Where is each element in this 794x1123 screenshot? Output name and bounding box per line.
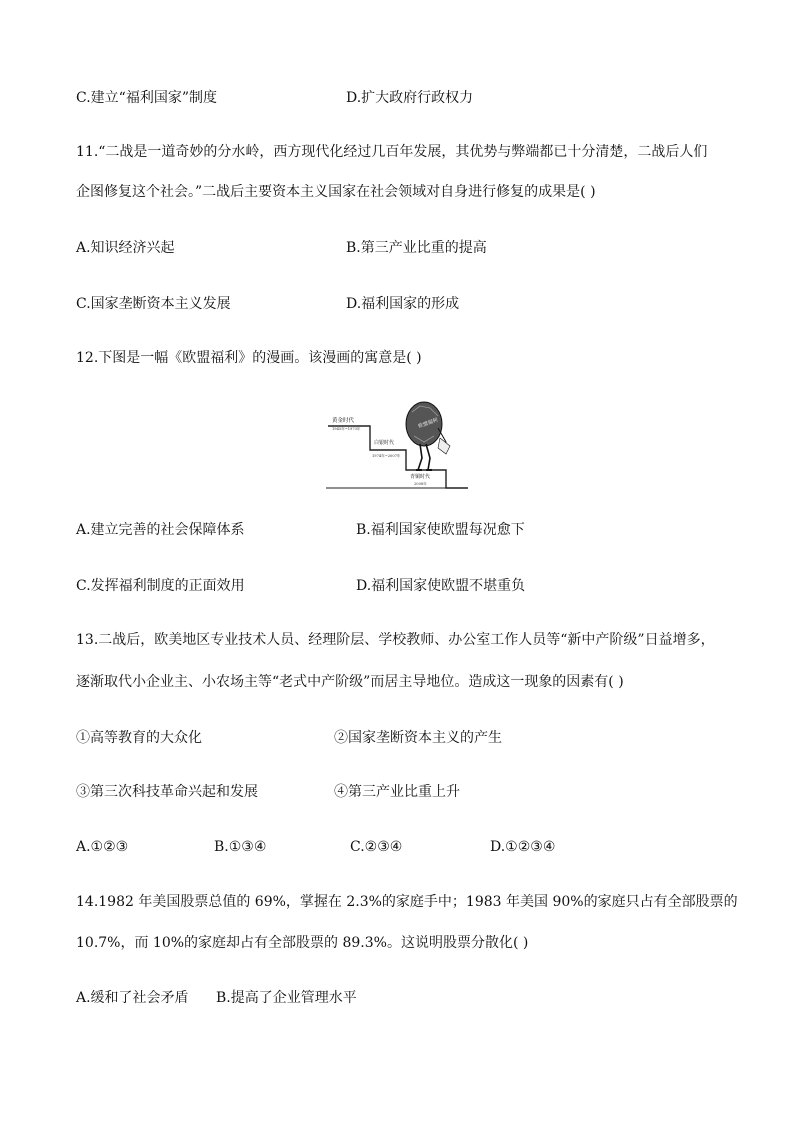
q13-option-d: D.①②③④ [490,839,556,855]
q13-option-a: A.①②③ [76,839,129,855]
q12-option-d: D.福利国家使欧盟不堪重负 [356,578,526,594]
q14-option-a: A.缓和了社会矛盾 [76,990,189,1006]
step-low-sub: 2008年 [414,482,427,486]
q11-option-d: D.福利国家的形成 [346,296,460,312]
q11-stem-line1: 11.“二战是一道奇妙的分水岭，西方现代化经过几百年发展，其优势与弊端都已十分清楚，二战后人们 [76,144,708,160]
step-mid-sub: 1974年~2007年 [372,454,401,458]
q12-option-a: A.建立完善的社会保障体系 [76,522,245,538]
q14-stem-line1: 14.1982 年美国股票总值的 69%，掌握在 2.3%的家庭手中；1983 年美国 90%的家庭只占有全部股票的 [76,894,738,910]
q13-item-1: ①高等教育的大众化 [76,730,202,746]
q10-option-c: C.建立“福利国家”制度 [76,90,217,106]
q11-option-b: B.第三产业比重的提高 [346,240,487,256]
step-low-label: 青铜时代 [410,474,431,480]
q12-stem: 12.下图是一幅《欧盟福利》的漫画。该漫画的寓意是( ) [76,350,422,366]
q12-option-b: B.福利国家使欧盟每况愈下 [356,522,525,538]
q13-option-c: C.②③④ [350,839,403,855]
bag-icon [438,438,450,454]
q11-stem-line2: 企图修复这个社会。”二战后主要资本主义国家在社会领域对自身进行修复的成果是( ) [76,184,596,200]
q13-item-2: ②国家垄断资本主义的产生 [334,730,502,746]
step-top-label: 黄金时代 [332,418,355,424]
q13-option-b: B.①③④ [214,839,267,855]
step-mid-label: 白银时代 [374,440,395,446]
q13-stem-line1: 13.二战后，欧美地区专业技术人员、经理阶层、学校教师、办公室工作人员等“新中产阶级”日益增多， [76,632,715,648]
rock-label: 欧盟福利 [417,417,439,430]
q14-option-b: B.提高了企业管理水平 [216,990,357,1006]
q13-stem-line2: 逐渐取代小企业主、小农场主等“老式中产阶级”而居主导地位。造成这一现象的因素有( ) [76,674,624,690]
q14-stem-line2: 10.7%，而 10%的家庭却占有全部股票的 89.3%。这说明股票分散化( ) [76,935,529,951]
q12-option-c: C.发挥福利制度的正面效用 [76,578,245,594]
q11-option-a: A.知识经济兴起 [76,240,175,256]
q11-option-c: C.国家垄断资本主义发展 [76,296,231,312]
q13-item-4: ④第三产业比重上升 [334,784,460,800]
step-top-sub: 1945年~1973年 [332,427,361,431]
figure-legs-icon [418,444,430,470]
eu-welfare-cartoon [326,398,468,492]
q13-item-3: ③第三次科技革命兴起和发展 [76,784,258,800]
q10-option-d: D.扩大政府行政权力 [346,90,474,106]
